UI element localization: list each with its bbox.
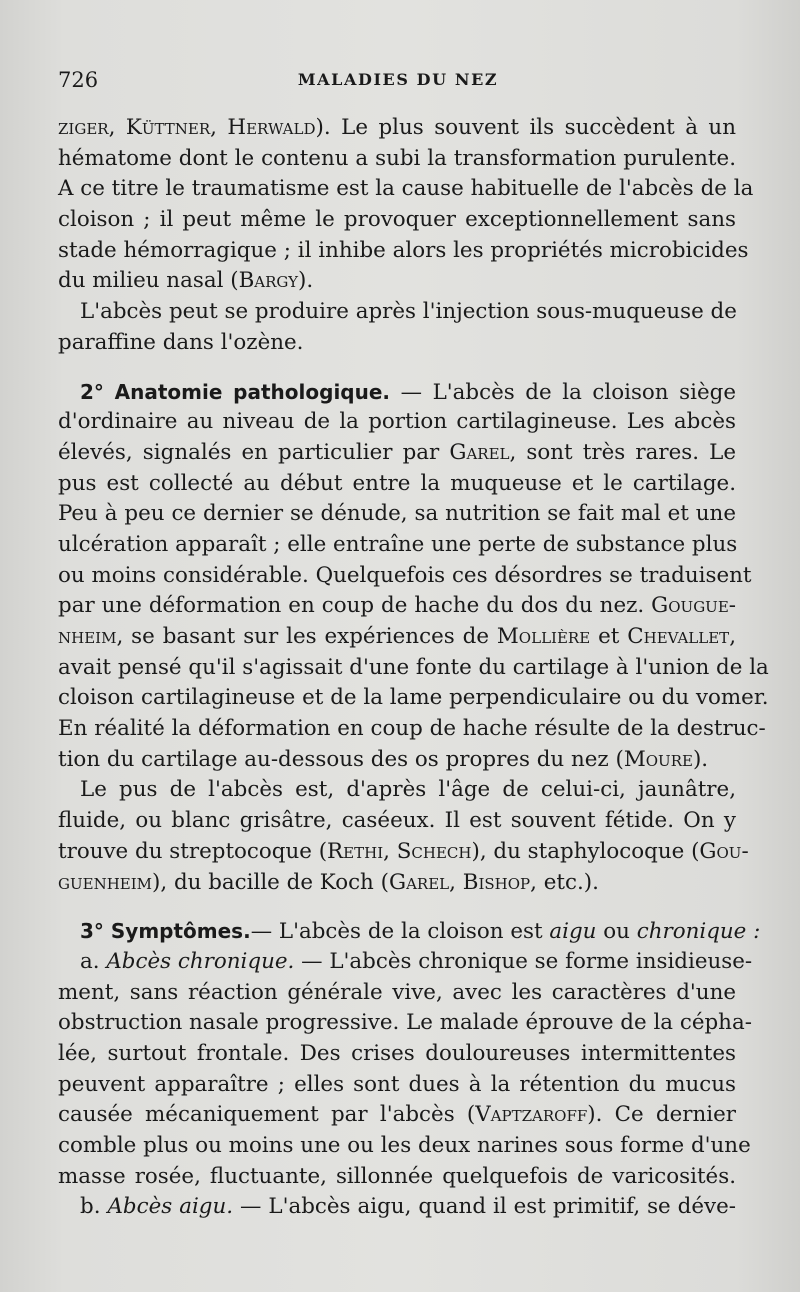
text-line: stade hémorragique ; il inhibe alors les propriétés microbicides bbox=[58, 237, 749, 263]
text-line: paraffine dans l'ozène. bbox=[58, 329, 304, 355]
text-line: peuvent apparaître ; elles sont dues à la rétention du mucus bbox=[58, 1071, 736, 1097]
section-heading-symptomes: 3° Symptômes.— L'abcès de la cloison est aigu ou chronique : bbox=[80, 919, 761, 945]
text-line: a. Abcès chronique. — L'abcès chronique se forme insidieuse- bbox=[80, 948, 753, 974]
section-heading-anatomie: 2° Anatomie pathologique. — L'abcès de la cloison siège bbox=[80, 379, 736, 405]
text-line: Le pus de l'abcès est, d'après l'âge de celui-ci, jaunâtre, bbox=[80, 777, 736, 803]
text-line: b. Abcès aigu. — L'abcès aigu, quand il est primitif, se déve- bbox=[80, 1194, 737, 1220]
text-line: ment, sans réaction générale vive, avec les caractères d'une bbox=[58, 979, 736, 1005]
text-line: A ce titre le traumatisme est la cause habituelle de l'abcès de la bbox=[58, 176, 754, 202]
text-line: tion du cartilage au-dessous des os propres du nez (Moure). bbox=[58, 746, 709, 772]
text-line: du milieu nasal (Bargy). bbox=[58, 268, 314, 294]
page-number: 726 bbox=[58, 68, 99, 92]
text-line: obstruction nasale progressive. Le malade éprouve de la cépha- bbox=[58, 1010, 752, 1036]
text-line: En réalité la déformation en coup de hache résulte de la destruc- bbox=[58, 716, 766, 742]
running-title: MALADIES DU NEZ bbox=[297, 70, 499, 89]
text-line: fluide, ou blanc grisâtre, caséeux. Il est souvent fétide. On y bbox=[58, 808, 736, 834]
text-line: comble plus ou moins une ou les deux narines sous forme d'une bbox=[58, 1133, 751, 1158]
text-line: ziger, Küttner, Herwald). Le plus souvent ils succèdent à un bbox=[58, 115, 736, 140]
text-line: cloison cartilagineuse et de la lame perpendiculaire ou du vomer. bbox=[58, 685, 769, 711]
text-line: ulcération apparaît ; elle entraîne une perte de substance plus bbox=[58, 531, 738, 557]
text-line: pus est collecté au début entre la muqueuse et le cartilage. bbox=[58, 470, 736, 496]
text-line: causée mécaniquement par l'abcès (Vaptzaroff). Ce dernier bbox=[58, 1102, 736, 1128]
text-line: par une déformation en coup de hache du dos du nez. Gougue- bbox=[58, 593, 736, 619]
page-header bbox=[58, 68, 738, 98]
text-line: hématome dont le contenu a subi la transformation purulente. bbox=[58, 145, 736, 171]
text-line: trouve du streptocoque (Rethi, Schech), du staphylocoque (Gou- bbox=[58, 838, 749, 864]
text-line: masse rosée, fluctuante, sillonnée quelquefois de varicosités. bbox=[58, 1163, 736, 1189]
text-line: lée, surtout frontale. Des crises douloureuses intermittentes bbox=[58, 1040, 736, 1066]
text-line: L'abcès peut se produire après l'injection sous-muqueuse de bbox=[80, 299, 737, 325]
text-line: cloison ; il peut même le provoquer exceptionnellement sans bbox=[58, 207, 736, 233]
text-line: élevés, signalés en particulier par Garel, sont très rares. Le bbox=[58, 439, 736, 465]
body-text bbox=[58, 113, 769, 1223]
text-line: ou moins considérable. Quelquefois ces désordres se traduisent bbox=[58, 562, 752, 588]
text-line: nheim, se basant sur les expériences de Mollière et Chevallet, bbox=[58, 624, 736, 649]
text-line: d'ordinaire au niveau de la portion cartilagineuse. Les abcès bbox=[58, 409, 736, 435]
text-line: guenheim), du bacille de Koch (Garel, Bishop, etc.). bbox=[58, 869, 599, 895]
text-line: Peu à peu ce dernier se dénude, sa nutrition se fait mal et une bbox=[58, 501, 736, 527]
text-line: avait pensé qu'il s'agissait d'une fonte du cartilage à l'union de la bbox=[58, 654, 769, 680]
